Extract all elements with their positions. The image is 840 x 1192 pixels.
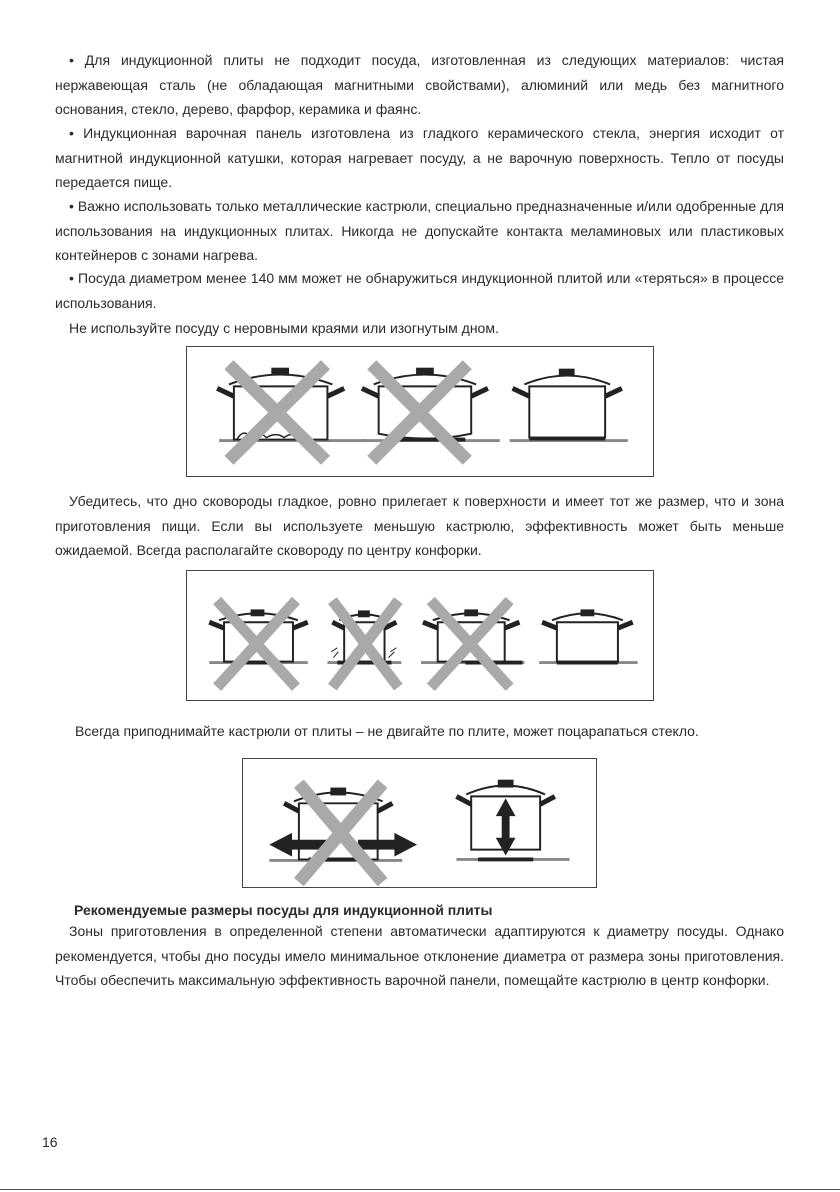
paragraph-uneven-edges: Не используйте посуду с неровными краями или изогнутым дном. xyxy=(69,320,499,336)
uneven-bottom-figure xyxy=(186,346,654,477)
section-heading: Рекомендуемые размеры посуды для индукционной плиты xyxy=(74,902,493,918)
pot-size-figure xyxy=(186,570,654,701)
paragraph-ceramic-glass: • Индукционная варочная панель изготовлена из гладкого керамического стекла, энергия исходит от магнитной индукционной катушки, которая нагревает посуду, а не варочную поверхность. Тепло от посуды передается пище. xyxy=(55,125,784,190)
paragraph-zone-sizes: Зоны приготовления в определенной степени автоматически адаптируются к диаметру посуды. Однако рекомендуется, чтобы дно посуды имело минимальное отклонение диаметра от размера зоны приготовления. Чтобы обеспечить максимальную эффективность варочной панели, помещайте кастрюлю в центр конфорки. xyxy=(55,923,784,988)
paragraph-flat-bottom: Убедитесь, что дно сковороды гладкое, ровно прилегает к поверхности и имеет тот же размер, что и зона приготовления пищи. Если вы используете меньшую кастрюлю, эффективность может быть меньше ожидаемой. Всегда располагайте сковороду по центру конфорки. xyxy=(55,493,784,558)
pot-lifting-icon xyxy=(456,781,569,860)
bottom-divider xyxy=(0,1189,840,1190)
pot-correct-icon xyxy=(510,370,628,441)
paragraph-lift-pots: Всегда приподнимайте кастрюли от плиты – не двигайте по плите, может поцарапаться стекло. xyxy=(75,723,699,739)
paragraph-unsuitable-materials: • Для индукционной плиты не подходит посуда, изготовленная из следующих материалов: чистая нержавеющая сталь (не обладающая магнитными свойствами), алюминий или медь без магнитного основания, стекло, дерево, фарфор, керамика и фаянс. xyxy=(55,52,784,117)
lift-pots-figure xyxy=(242,758,597,888)
pot-correct-icon xyxy=(539,610,637,662)
page-number: 16 xyxy=(42,1134,58,1150)
paragraph-metal-pots: • Важно использовать только металлические кастрюли, специально предназначенные и/или одобренные для использования на индукционных плитах. Никогда не допускайте контакта меламиновых или пластиковых контейнеров с зонами нагрева. xyxy=(55,198,784,263)
paragraph-diameter: • Посуда диаметром менее 140 мм может не обнаружиться индукционной плитой или «теряться» в процессе использования. xyxy=(55,270,784,311)
